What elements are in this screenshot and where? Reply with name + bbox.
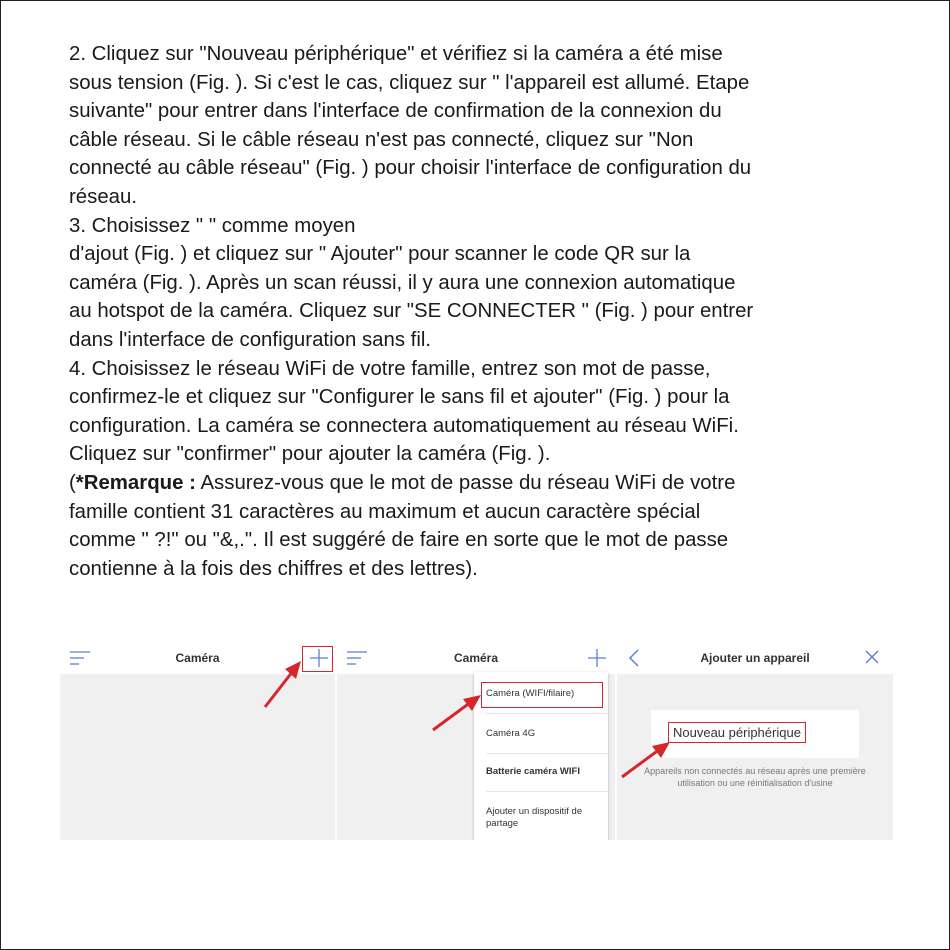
screen-add-menu [337, 642, 615, 840]
text-line: réseau. [69, 185, 138, 208]
text-line: câble réseau. Si le câble réseau n'est pas connecté, cliquez sur "Non [69, 128, 694, 151]
text-line: suivante" pour entrer dans l'interface de confirmation de la connexion du [69, 100, 722, 123]
instructions-text [69, 40, 919, 583]
text-line: caméra (Fig. ). Après un scan réussi, il y aura une connexion automatique [69, 271, 736, 294]
menu-divider [486, 713, 608, 714]
text-line: confirmez-le et cliquez sur "Configurer le sans fil et ajouter" (Fig. ) pour la [69, 386, 730, 409]
menu-item-camera-4g[interactable]: Caméra 4G [486, 728, 536, 739]
text-line: famille contient 31 caractères au maximum et aucun caractère spécial [69, 500, 701, 523]
text-line: 2. Cliquez sur "Nouveau périphérique" et vérifiez si la caméra a été mise [69, 43, 723, 65]
pointer-arrow-icon [263, 659, 303, 709]
screen-title: Caméra [453, 651, 499, 665]
text-line: 4. Choisissez le réseau WiFi de votre famille, entrez son mot de passe, [69, 357, 711, 380]
screen-title: Caméra [175, 651, 220, 665]
remark-open: ( [69, 471, 76, 494]
text-line: configuration. La caméra se connectera automatiquement au réseau WiFi. [69, 414, 739, 437]
text-line: comme " ?!" ou "&,.". Il est suggéré de faire en sorte que le mot de passe [69, 529, 729, 552]
menu-divider [486, 753, 608, 754]
new-device-card[interactable] [651, 710, 859, 758]
menu-item-camera-wifi[interactable]: Caméra (WIFI/filaire) [486, 688, 575, 699]
text-line: Cliquez sur "confirmer" pour ajouter la caméra (Fig. ). [69, 443, 551, 466]
text-line: connecté au câble réseau" (Fig. ) pour choisir l'interface de configuration du [69, 157, 752, 180]
top-bar [337, 642, 615, 674]
remark-line [69, 469, 919, 498]
remark-label: *Remarque : [75, 471, 196, 494]
top-bar [617, 642, 893, 674]
text-line: au hotspot de la caméra. Cliquez sur "SE CONNECTER " (Fig. ) pour entrer [69, 300, 754, 323]
menu-divider [486, 791, 608, 792]
text-line: contienne à la fois des chiffres et des lettres). [69, 557, 478, 580]
text-line: d'ajout (Fig. ) et cliquez sur " Ajouter" pour scanner le code QR sur la [69, 243, 691, 266]
pointer-arrow-icon [431, 692, 483, 732]
pointer-arrow-icon [620, 739, 672, 779]
text-line: sous tension (Fig. ). Si c'est le cas, cliquez sur " l'appareil est allumé. Etape [69, 71, 750, 94]
text-line: 3. Choisissez " " comme moyen [69, 214, 356, 237]
add-device-menu [474, 672, 608, 840]
plus-icon[interactable] [587, 648, 607, 668]
text-line: dans l'interface de configuration sans fil. [69, 328, 432, 351]
new-device-button[interactable]: Nouveau périphérique [668, 722, 806, 743]
highlight-box [302, 646, 333, 672]
screenshots-strip [60, 642, 893, 840]
menu-item-share-device[interactable]: Ajouter un dispositif de partage [486, 806, 583, 829]
remark-text: Assurez-vous que le mot de passe du réseau WiFi de votre [195, 471, 736, 494]
menu-item-battery-camera[interactable]: Batterie caméra WIFI [486, 766, 580, 777]
new-device-description: Appareils non connectés au réseau après une première utilisation ou une réinitialisation d'usine [644, 766, 866, 788]
close-icon[interactable] [865, 650, 879, 664]
screen-title: Ajouter un appareil [700, 651, 810, 665]
